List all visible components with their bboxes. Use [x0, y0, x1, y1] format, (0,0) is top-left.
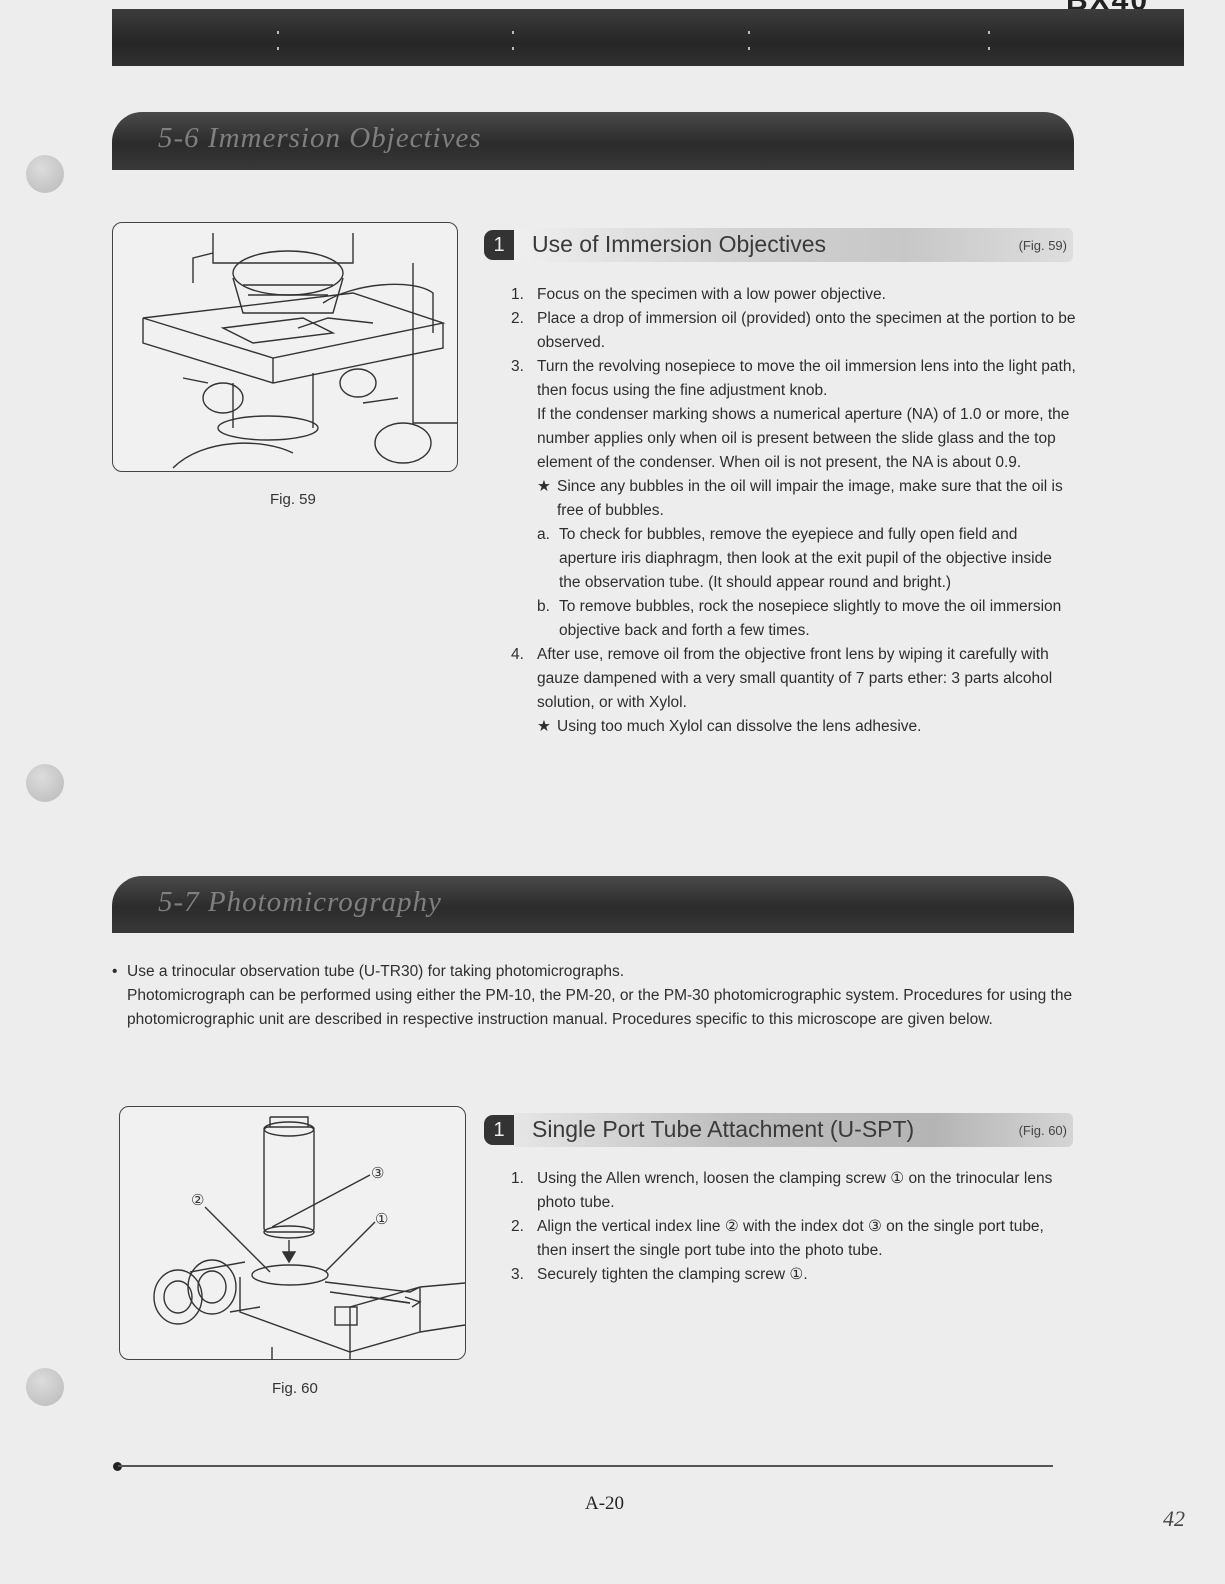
photomicrography-intro	[112, 960, 1077, 1032]
step-text: Align the vertical index line ② with the index dot ③ on the single port tube, then insert the single port tube into the photo tube.	[537, 1218, 1044, 1259]
star-icon: ★	[537, 478, 551, 495]
footer-rule-dot	[113, 1462, 122, 1471]
trinocular-tube-illustration	[120, 1107, 465, 1359]
step-text: Securely tighten the clamping screw ①.	[537, 1266, 808, 1283]
single-port-steps	[511, 1167, 1077, 1287]
sub-step-letter: b.	[537, 598, 550, 615]
binder-hole	[26, 1368, 64, 1406]
subsection-title-bar	[514, 1113, 1073, 1147]
section-heading-text: 5-6 Immersion Objectives	[158, 122, 482, 154]
step-text: Place a drop of immersion oil (provided) onto the specimen at the portion to be observed.	[537, 310, 1076, 351]
page-number: A-20	[585, 1493, 625, 1514]
callout-3: ③	[371, 1165, 385, 1182]
header-band	[112, 9, 1184, 66]
star-icon: ★	[537, 718, 551, 735]
step-number: 1.	[511, 286, 524, 303]
microscope-stage-illustration	[113, 223, 457, 471]
step-number: 1.	[511, 1170, 524, 1187]
sub-list-item	[537, 523, 1077, 595]
subsection-badge: 1	[484, 1115, 514, 1145]
sub-step-text: To remove bubbles, rock the nosepiece slightly to move the oil immersion objective back and forth a few times.	[559, 598, 1062, 639]
figure-60-caption: Fig. 60	[272, 1380, 318, 1397]
step-number: 4.	[511, 646, 524, 663]
step-text: After use, remove oil from the objective front lens by wiping it carefully with gauze dampened with a very small quantity of 7 parts ether: 3 parts alcohol solution, or with Xylol.	[537, 646, 1053, 711]
subsection-title: Use of Immersion Objectives	[532, 231, 826, 257]
intro-bullet-text: Use a trinocular observation tube (U-TR30) for taking photomicrographs.	[127, 963, 625, 980]
sub-step-text: To check for bubbles, remove the eyepiece and fully open field and aperture iris diaphragm, then look at the exit pupil of the objective inside the observation tube. (It should appear round and bright.)	[559, 526, 1052, 591]
binder-hole	[26, 764, 64, 802]
bullet-icon: •	[112, 963, 118, 980]
step-text: Focus on the specimen with a low power objective.	[537, 286, 886, 303]
caution-note	[537, 715, 1077, 739]
caution-note	[537, 475, 1077, 523]
subsection-fig-ref: (Fig. 60)	[1018, 1123, 1067, 1138]
list-item	[511, 1167, 1077, 1215]
list-item	[511, 283, 1077, 307]
note-text: Since any bubbles in the oil will impair the image, make sure that the oil is free of bubbles.	[557, 478, 1063, 519]
subsection-badge: 1	[484, 230, 514, 260]
step-number: 3.	[511, 1266, 524, 1283]
step-text: Turn the revolving nosepiece to move the oil immersion lens into the light path, then focus using the fine adjustment knob.	[537, 358, 1076, 399]
intro-bullet-item	[112, 960, 1077, 984]
intro-paragraph: Photomicrograph can be performed using either the PM-10, the PM-20, or the PM-30 photomicrographic system. Procedures for using the photomicrographic unit are described in respective instruction manual. Procedures specific to this microscope are given below.	[127, 987, 1073, 1028]
footer-rule	[118, 1465, 1053, 1467]
figure-59-caption: Fig. 59	[270, 491, 316, 508]
figure-60	[119, 1106, 466, 1360]
handwritten-page-number: 42	[1163, 1506, 1185, 1531]
section-heading-photomicrography	[112, 876, 1074, 933]
section-heading-text: 5-7 Photomicrography	[158, 886, 442, 918]
list-item	[511, 643, 1077, 739]
sub-step-letter: a.	[537, 526, 550, 543]
step-number: 3.	[511, 358, 524, 375]
list-item	[511, 1263, 1077, 1287]
subsection-title-bar	[514, 228, 1073, 262]
step-number: 2.	[511, 1218, 524, 1235]
subsection-title: Single Port Tube Attachment (U-SPT)	[532, 1116, 915, 1142]
step-number: 2.	[511, 310, 524, 327]
list-item	[511, 355, 1077, 643]
note-text: Using too much Xylol can dissolve the lens adhesive.	[557, 718, 922, 735]
sub-list-item	[537, 595, 1077, 643]
step-extra-text: If the condenser marking shows a numerical aperture (NA) of 1.0 or more, the number applies only when oil is present between the slide glass and the top element of the condenser. When oil is not present, the NA is about 0.9.	[537, 406, 1070, 471]
list-item	[511, 1215, 1077, 1263]
list-item	[511, 307, 1077, 355]
subsection-fig-ref: (Fig. 59)	[1018, 238, 1067, 253]
step-text: Using the Allen wrench, loosen the clamping screw ① on the trinocular lens photo tube.	[537, 1170, 1053, 1211]
figure-59	[112, 222, 458, 472]
callout-1: ①	[375, 1211, 389, 1228]
binder-hole	[26, 155, 64, 193]
section-heading-immersion	[112, 112, 1074, 170]
callout-2: ②	[191, 1192, 205, 1209]
immersion-steps	[511, 283, 1077, 739]
